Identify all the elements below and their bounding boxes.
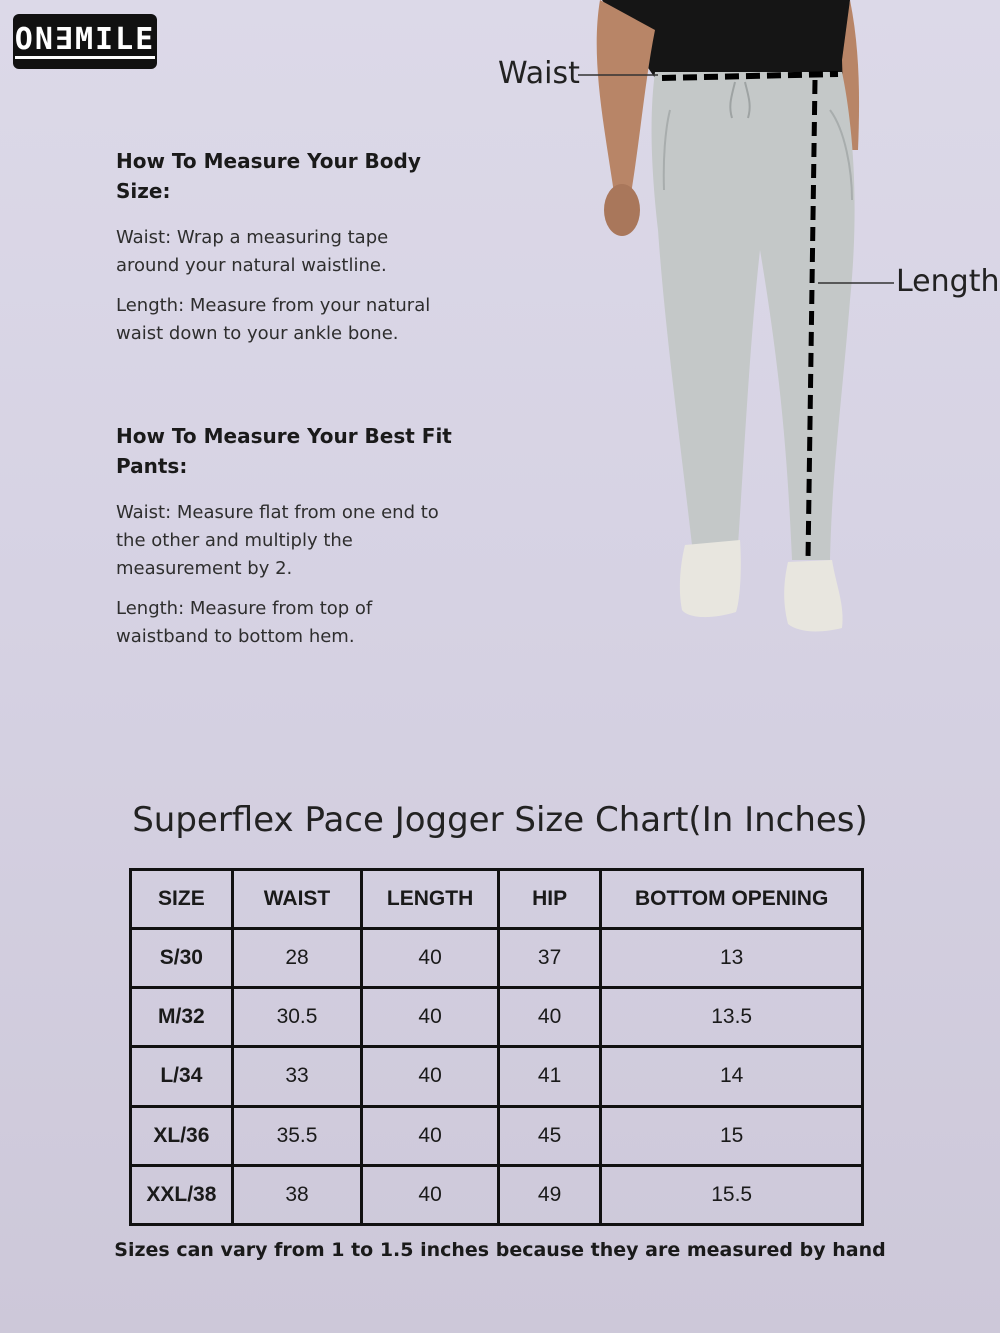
header-length: LENGTH [362, 870, 499, 929]
cell-hip: 37 [498, 929, 600, 988]
header-bottom-opening: BOTTOM OPENING [601, 870, 863, 929]
cell-size: XL/36 [131, 1106, 233, 1165]
cell-bottom-opening: 15.5 [601, 1165, 863, 1224]
cell-hip: 40 [498, 988, 600, 1047]
cell-length: 40 [362, 1106, 499, 1165]
cell-waist: 35.5 [232, 1106, 362, 1165]
table-row [131, 1165, 863, 1224]
pants-measure-section [116, 421, 456, 663]
brand-logo [13, 14, 157, 69]
cell-bottom-opening: 14 [601, 1047, 863, 1106]
table-row [131, 1106, 863, 1165]
waist-label: Waist [498, 56, 580, 91]
pants-length-text: Length: Measure from top of waistband to bottom hem. [116, 598, 373, 647]
cell-hip: 49 [498, 1165, 600, 1224]
table-header-row [131, 870, 863, 929]
header-hip: HIP [498, 870, 600, 929]
cell-length: 40 [362, 1165, 499, 1224]
cell-waist: 38 [232, 1165, 362, 1224]
cell-hip: 41 [498, 1047, 600, 1106]
cell-waist: 28 [232, 929, 362, 988]
cell-bottom-opening: 15 [601, 1106, 863, 1165]
header-size: SIZE [131, 870, 233, 929]
cell-length: 40 [362, 1047, 499, 1106]
cell-hip: 45 [498, 1106, 600, 1165]
body-waist-text: Waist: Wrap a measuring tape around your natural waistline. [116, 227, 389, 276]
size-chart-table [129, 868, 864, 1226]
cell-size: M/32 [131, 988, 233, 1047]
body-length-text: Length: Measure from your natural waist down to your ankle bone. [116, 295, 431, 344]
pants-waist-text: Waist: Measure flat from one end to the other and multiply the measurement by 2. [116, 502, 439, 579]
length-label: Length [896, 264, 1000, 299]
cell-length: 40 [362, 929, 499, 988]
measurement-note: Sizes can vary from 1 to 1.5 inches because they are measured by hand [114, 1239, 886, 1261]
cell-size: XXL/38 [131, 1165, 233, 1224]
cell-length: 40 [362, 988, 499, 1047]
table-row [131, 929, 863, 988]
size-chart-title: Superflex Pace Jogger Size Chart(In Inches) [132, 800, 868, 840]
jogger-figure [498, 0, 1000, 660]
cell-size: S/30 [131, 929, 233, 988]
pants-measure-title: How To Measure Your Best Fit Pants: [116, 424, 452, 478]
table-row [131, 988, 863, 1047]
cell-size: L/34 [131, 1047, 233, 1106]
logo-text: ON∃MILE [14, 22, 156, 57]
cell-waist: 30.5 [232, 988, 362, 1047]
body-measure-title: How To Measure Your Body Size: [116, 149, 421, 203]
jogger-illustration [560, 0, 1000, 660]
cell-bottom-opening: 13.5 [601, 988, 863, 1047]
cell-waist: 33 [232, 1047, 362, 1106]
pants-shape [652, 72, 855, 560]
header-waist: WAIST [232, 870, 362, 929]
body-measure-section [116, 146, 456, 360]
cell-bottom-opening: 13 [601, 929, 863, 988]
table-row [131, 1047, 863, 1106]
